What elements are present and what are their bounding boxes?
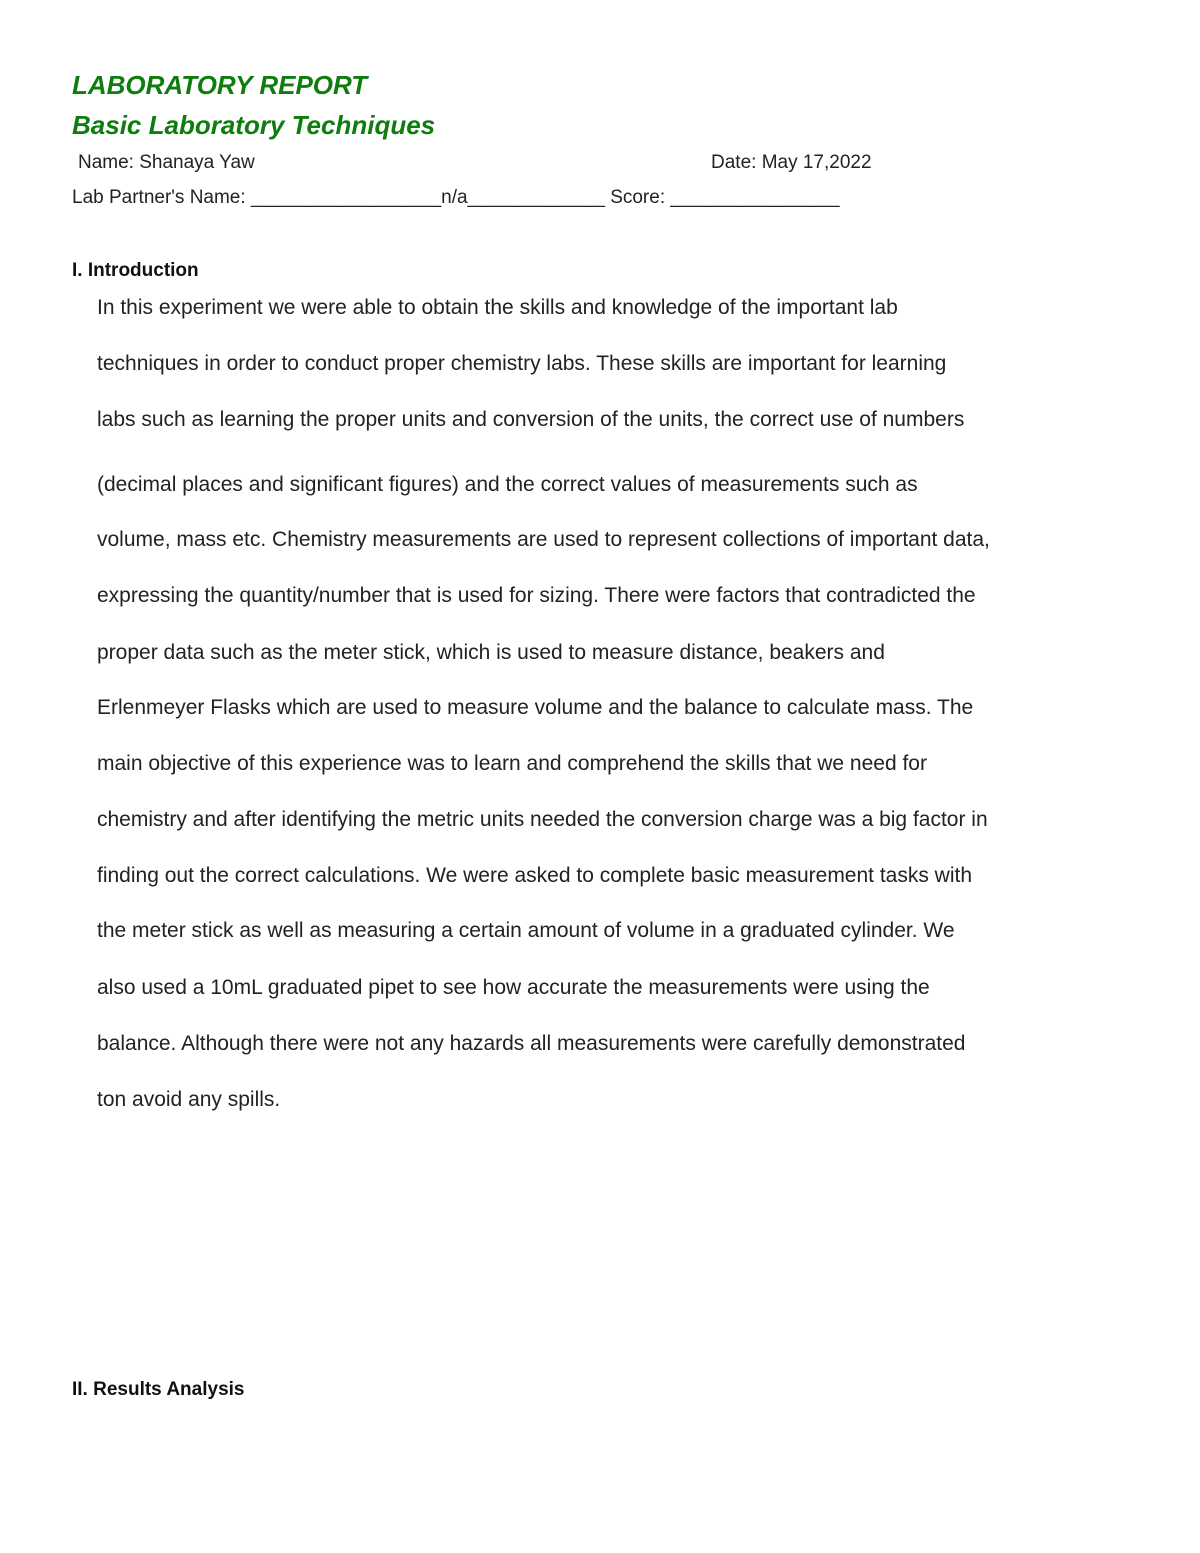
report-title: LABORATORY REPORT [72, 70, 368, 100]
intro-line: ton avoid any spills. [97, 1088, 281, 1111]
intro-line: labs such as learning the proper units and conversion of the units, the correct use of numbers [97, 408, 965, 431]
report-date: Date: May 17,2022 [711, 152, 872, 173]
intro-line: main objective of this experience was to learn and comprehend the skills that we need for [97, 752, 927, 775]
intro-line: expressing the quantity/number that is used for sizing. There were factors that contradicted the [97, 584, 976, 607]
intro-line: chemistry and after identifying the metric units needed the conversion charge was a big factor in [97, 808, 988, 831]
intro-line: In this experiment we were able to obtain the skills and knowledge of the important lab [97, 296, 898, 319]
intro-line: volume, mass etc. Chemistry measurements are used to represent collections of important data, [97, 528, 990, 551]
intro-line: also used a 10mL graduated pipet to see how accurate the measurements were using the [97, 976, 930, 999]
report-subtitle: Basic Laboratory Techniques [72, 110, 436, 140]
intro-line: techniques in order to conduct proper chemistry labs. These skills are important for learning [97, 352, 947, 375]
intro-line: finding out the correct calculations. We were asked to complete basic measurement tasks with [97, 864, 973, 887]
student-name: Name: Shanaya Yaw [78, 152, 255, 173]
lab-partner-and-score: Lab Partner's Name: __________________n/a_____________ Score: ________________ [72, 187, 840, 208]
intro-line: (decimal places and significant figures) and the correct values of measurements such as [97, 473, 918, 496]
results-analysis-heading: II. Results Analysis [72, 1379, 245, 1400]
introduction-heading: I. Introduction [72, 260, 199, 281]
intro-line: Erlenmeyer Flasks which are used to measure volume and the balance to calculate mass. The [97, 696, 974, 719]
intro-line: proper data such as the meter stick, which is used to measure distance, beakers and [97, 641, 885, 664]
intro-line: the meter stick as well as measuring a certain amount of volume in a graduated cylinder. We [97, 919, 955, 942]
intro-line: balance. Although there were not any hazards all measurements were carefully demonstrated [97, 1032, 966, 1055]
